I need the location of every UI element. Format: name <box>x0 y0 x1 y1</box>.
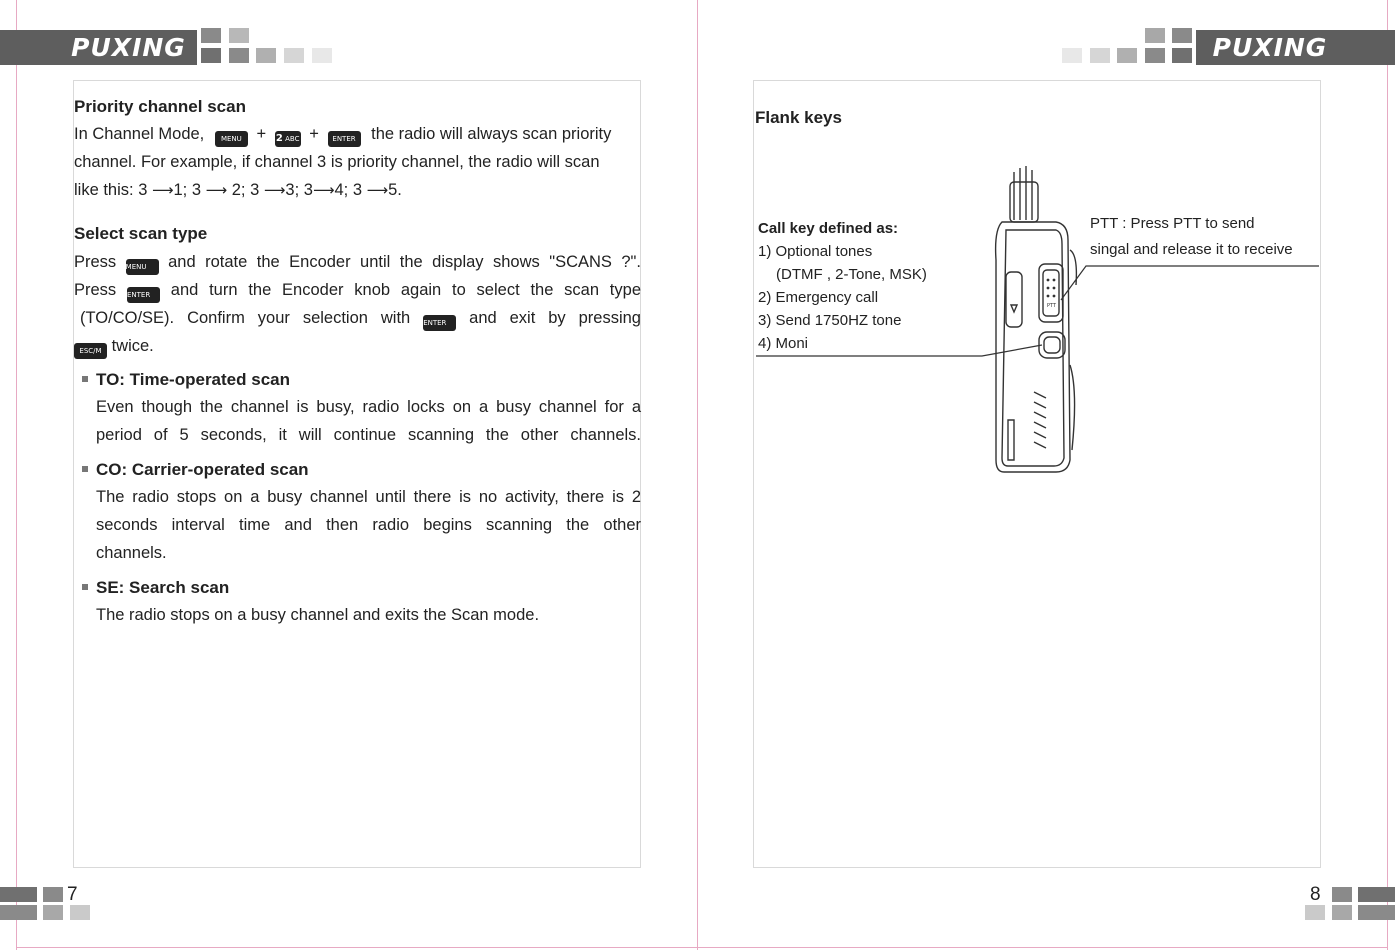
seq-value: 3; <box>285 181 300 199</box>
flank-keys-heading: Flank keys <box>755 108 842 127</box>
scan-type-line-1 <box>74 253 641 275</box>
radio-side-view-illustration <box>756 160 1321 480</box>
item-co-line-1: The radio stops on a busy channel until there is no activity, there is 2 <box>96 488 641 506</box>
footer-square <box>0 905 37 920</box>
header-square <box>256 48 276 63</box>
header-square <box>229 48 249 63</box>
page-number-right: 8 <box>1310 884 1321 905</box>
key-2-abc-icon <box>275 131 301 147</box>
item-co-line-2: seconds interval time and then radio begins scanning the other <box>96 516 641 534</box>
bullet-square-icon <box>82 466 88 472</box>
header-square <box>229 28 249 43</box>
ptt-leader-line <box>1061 266 1319 300</box>
footer-square <box>1332 887 1352 902</box>
text-run: (TO/CO/SE). Confirm your selection with <box>80 309 411 327</box>
header-square <box>1145 28 1165 43</box>
call-key-line: 3) Send 1750HZ tone <box>758 312 902 329</box>
seq-value: 3 <box>138 181 148 199</box>
enter-key-icon: ENTER <box>328 131 361 147</box>
call-key-line: (DTMF , 2-Tone, MSK) <box>776 266 927 283</box>
seq-value: 5. <box>388 181 402 199</box>
item-to-title: TO: Time-operated scan <box>96 370 290 389</box>
seq-value: 3 <box>352 181 363 199</box>
plus-sign: + <box>309 125 319 143</box>
footer-square <box>1332 905 1352 920</box>
item-se-line-1: The radio stops on a busy channel and exits the Scan mode. <box>96 606 540 624</box>
scan-type-line-2 <box>74 281 641 303</box>
arrow-right-icon: ⟶ <box>263 181 286 199</box>
trim-line-right <box>1387 0 1388 950</box>
enter-key-icon: ENTER <box>423 315 456 331</box>
trim-line-bottom <box>16 947 1388 948</box>
key-2-digit: 2 <box>275 133 283 144</box>
arrow-right-icon: ⟶ <box>151 181 174 199</box>
trim-line-left <box>16 0 17 950</box>
scan-type-line-4 <box>74 337 154 359</box>
esc-key-icon: ESC/M <box>74 343 107 359</box>
call-key-leader-line <box>756 345 1042 356</box>
footer-square <box>1358 887 1395 902</box>
brand-logo-right: PUXING <box>1212 33 1328 62</box>
key-2-letters: ABC <box>285 135 300 143</box>
arrow-right-icon: ⟶ <box>205 181 228 199</box>
ptt-line-2: singal and release it to receive <box>1090 241 1293 258</box>
call-key-title: Call key defined as: <box>758 220 899 237</box>
footer-square <box>1358 905 1395 920</box>
header-square <box>1117 48 1137 63</box>
select-scan-type-heading: Select scan type <box>74 224 208 243</box>
footer-square <box>43 887 63 902</box>
bullet-square-icon <box>82 584 88 590</box>
bullet-square-icon <box>82 376 88 382</box>
text-run: Press <box>74 253 117 271</box>
enter-key-icon: ENTER <box>127 287 160 303</box>
seq-value: 3 <box>303 181 313 199</box>
footer-square <box>1305 905 1325 920</box>
item-se-title: SE: Search scan <box>96 578 230 597</box>
trim-line-center <box>697 0 698 950</box>
text-run: twice. <box>111 337 154 355</box>
seq-value: 1; <box>173 181 188 199</box>
header-square <box>201 48 221 63</box>
seq-value: 4; <box>334 181 349 199</box>
item-co-title: CO: Carrier-operated scan <box>96 460 309 479</box>
plus-sign: + <box>256 125 267 143</box>
item-to-line-1: Even though the channel is busy, radio locks on a busy channel for a <box>96 398 641 416</box>
brand-logo-left: PUXING <box>71 33 186 62</box>
priority-scan-line-1 <box>74 125 644 147</box>
scan-type-line-3 <box>80 309 641 331</box>
seq-value: 3 <box>250 181 260 199</box>
call-key-line: 2) Emergency call <box>758 289 879 306</box>
text-run: and rotate the Encoder until the display shows "SCANS ?". <box>168 253 641 271</box>
header-square <box>312 48 332 63</box>
footer-square <box>70 905 90 920</box>
header-square <box>1172 28 1192 43</box>
text-run: Press <box>74 281 117 299</box>
header-square <box>1090 48 1110 63</box>
seq-value: 3 <box>191 181 202 199</box>
item-co-line-3: channels. <box>96 544 167 562</box>
text-run: the radio will always scan priority <box>371 125 612 143</box>
item-to-line-2: period of 5 seconds, it will continue scanning the other channels. <box>96 426 641 444</box>
header-square <box>284 48 304 63</box>
menu-key-icon: MENU <box>126 259 159 275</box>
call-key-line: 4) Moni <box>758 335 809 352</box>
text-run: and turn the Encoder knob again to select the scan type <box>170 281 641 299</box>
seq-value: 2; <box>231 181 246 199</box>
priority-scan-sequence <box>74 181 402 200</box>
header-square <box>1172 48 1192 63</box>
ptt-button-label: PTT <box>1047 303 1057 309</box>
text-run: In Channel Mode, <box>74 125 205 143</box>
header-square <box>1145 48 1165 63</box>
arrow-right-icon: ⟶ <box>366 181 389 199</box>
menu-key-icon: MENU <box>215 131 248 147</box>
footer-square <box>0 887 37 902</box>
footer-square <box>43 905 63 920</box>
priority-scan-line-2: channel. For example, if channel 3 is priority channel, the radio will scan <box>74 153 600 171</box>
header-square <box>1062 48 1082 63</box>
ptt-line-1: PTT : Press PTT to send <box>1090 215 1255 232</box>
text-run: and exit by pressing <box>469 309 641 327</box>
arrow-right-icon: ⟶ <box>312 181 335 199</box>
page-number-left: 7 <box>67 884 78 905</box>
header-square <box>201 28 221 43</box>
text-run: like this: <box>74 181 134 199</box>
priority-scan-heading: Priority channel scan <box>74 97 246 116</box>
call-key-line: 1) Optional tones <box>758 243 873 260</box>
